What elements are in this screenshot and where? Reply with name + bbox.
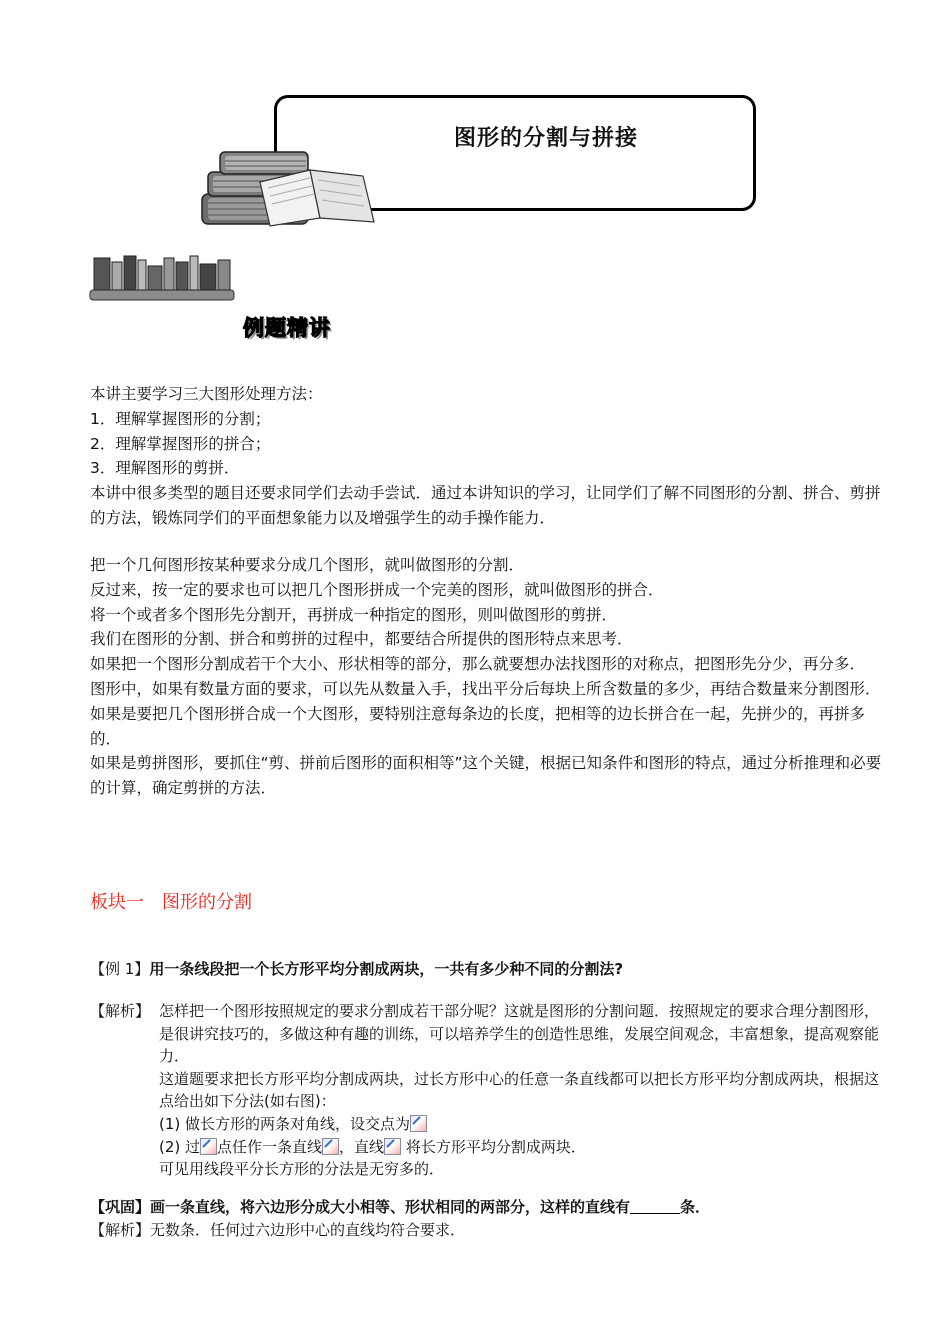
module-heading: 板块一 图形的分割 bbox=[90, 892, 252, 913]
example-solution bbox=[90, 1000, 890, 1181]
practice-solution bbox=[90, 1219, 890, 1242]
solution-line: 怎样把一个图形按照规定的要求分割成若干部分呢？这就是图形的分割问题．按照规定的要求合理分割图形，是很讲究技巧的，多做这种有趣的训练，可以培养学生的创造性思维，发展空间观念，丰富想象，提高观察能力． bbox=[159, 1002, 880, 1066]
example-tag: 【例 1】 bbox=[90, 960, 150, 978]
intro-line: 本讲主要学习三大图形处理方法： bbox=[90, 385, 323, 403]
example-question-text: 用一条线段把一个长方形平均分割成两块，一共有多少种不同的分割法? bbox=[149, 960, 624, 978]
concept-line: 将一个或者多个图形先分割开，再拼成一种指定的图形，则叫做图形的剪拼． bbox=[90, 605, 618, 624]
concept-line: 我们在图形的分割、拼合和剪拼的过程中，都要结合所提供的图形特点来思考． bbox=[90, 630, 633, 649]
solution-step: (1) 做长方形的两条对角线，设交点为 bbox=[159, 1113, 890, 1136]
practice-solution-tag: 【解析】 bbox=[90, 1221, 151, 1239]
intro-line: 3．理解图形的剪拼． bbox=[90, 459, 240, 478]
page-title: 图形的分割与拼接 bbox=[454, 126, 639, 151]
concept-line: 反过来，按一定的要求也可以把几个图形拼成一个完美的图形，就叫做图形的拼合． bbox=[90, 580, 664, 599]
books-stack-icon bbox=[198, 148, 378, 230]
example-question bbox=[90, 958, 623, 979]
practice-solution-text: 无数条．任何过六边形中心的直线均符合要求． bbox=[150, 1221, 466, 1239]
intro-block bbox=[90, 382, 895, 531]
concept-line: 图形中，如果有数量方面的要求，可以先从数量入手，找出平分后每块上所含数量的多少，再结合数量来分割图形． bbox=[90, 679, 881, 698]
intro-line: 本讲中很多类型的题目还要求同学们去动手尝试．通过本讲知识的学习，让同学们了解不同图形的分割、拼合、剪拼的方法，锻炼同学们的平面想象能力以及增强学生的动手操作能力． bbox=[90, 484, 881, 527]
point-image-icon bbox=[410, 1115, 427, 1132]
practice-tag: 【巩固】 bbox=[90, 1198, 151, 1216]
point-image-icon bbox=[200, 1138, 217, 1155]
concept-line: 如果是剪拼图形，要抓住“剪、拼前后图形的面积相等”这个关键，根据已知条件和图形的特点，通过分析推理和必要的计算，确定剪拼的方法． bbox=[90, 754, 882, 798]
line-image-icon bbox=[384, 1138, 401, 1155]
intro-line: 2．理解掌握图形的拼合； bbox=[90, 434, 271, 453]
practice-question: 【巩固】画一条直线，将六边形分成大小相等、形状相同的两部分，这样的直线有 条． bbox=[90, 1198, 711, 1216]
line-image-icon bbox=[322, 1138, 339, 1155]
answer-blank bbox=[630, 1199, 680, 1214]
solution-tag: 【解析】 bbox=[90, 1002, 151, 1020]
concept-line: 把一个几何图形按某种要求分成几个图形，就叫做图形的分割． bbox=[90, 556, 525, 574]
concepts-block bbox=[90, 553, 895, 801]
intro-line: 1．理解掌握图形的分割； bbox=[90, 409, 271, 428]
concept-line: 如果把一个图形分割成若干个大小、形状相等的部分，那么就要想办法找图形的对称点，把图形先分少，再分多． bbox=[90, 655, 866, 674]
solution-conclusion: 可见用线段平分长方形的分法是无穷多的． bbox=[159, 1160, 445, 1179]
bookshelf-icon bbox=[88, 252, 238, 304]
concept-line: 如果是要把几个图形拼合成一个大图形，要特别注意每条边的长度，把相等的边长拼合在一起，先拼少的，再拼多的． bbox=[90, 704, 866, 748]
solution-line: 这道题要求把长方形平均分割成两块，过长方形中心的任意一条直线都可以把长方形平均分割成两块，根据这点给出如下分法(如右图)： bbox=[159, 1069, 880, 1111]
solution-step: (2) 过 点任作一条直线 ，直线 将长方形平均分割成两块． bbox=[159, 1137, 586, 1156]
section-label: 例题精讲 bbox=[243, 316, 331, 340]
